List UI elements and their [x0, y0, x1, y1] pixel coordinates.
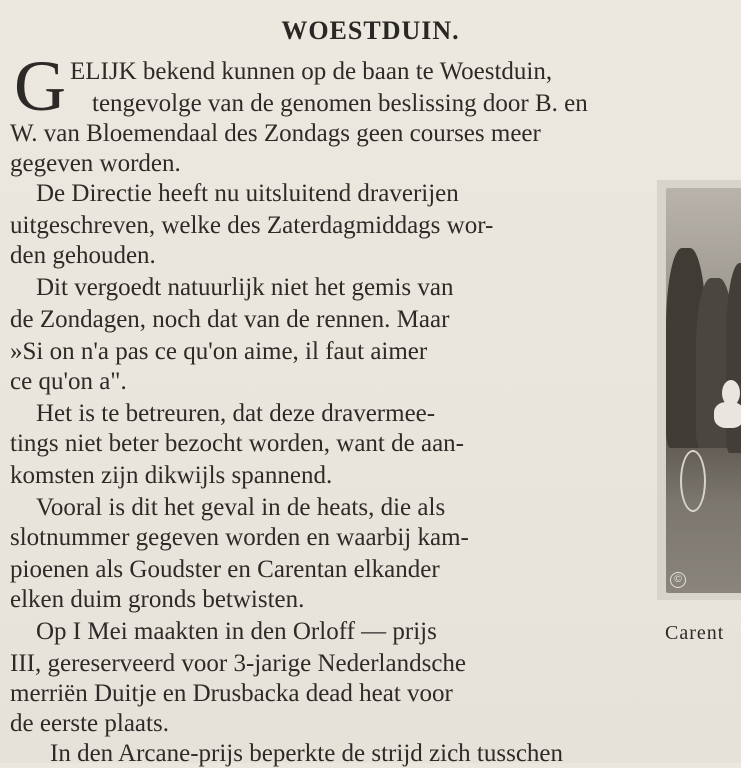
text-line: ce qu'on a". — [10, 368, 127, 395]
text-line: Dit vergoedt natuurlijk niet het gemis van — [36, 274, 454, 301]
text-line: komsten zijn dikwijls spannend. — [10, 462, 333, 489]
text-line: merriën Duitje en Drusbacka dead heat voor — [10, 680, 453, 707]
text-line: slotnummer gegeven worden en waarbij kam- — [10, 524, 469, 551]
photo-credit-icon: © — [670, 572, 686, 588]
text-line: »Si on n'a pas ce qu'on aime, il faut aimer — [10, 338, 428, 365]
text-line: In den Arcane-prijs beperkte de strijd zich tusschen — [50, 740, 564, 767]
text-line: ELIJK bekend kunnen op de baan te Woestduin, — [70, 58, 553, 85]
text-line: Het is te betreuren, dat deze dravermee- — [36, 400, 436, 427]
trotting-race-photo — [666, 188, 741, 593]
text-line: Vooral is dit het geval in de heats, die als — [36, 494, 446, 521]
drop-cap: G — [14, 46, 66, 126]
text-line: W. van Bloemendaal des Zondags geen courses meer — [10, 120, 541, 147]
text-line: pioenen als Goudster en Carentan elkander — [10, 556, 440, 583]
text-line: gegeven worden. — [10, 150, 181, 177]
text-line: de eerste plaats. — [10, 710, 169, 737]
text-line: Op I Mei maakten in den Orloff — prijs — [36, 618, 437, 645]
text-line: De Directie heeft nu uitsluitend draverijen — [36, 180, 459, 207]
text-line: tengevolge van de genomen beslissing door B. en — [92, 90, 588, 117]
photo-caption: Carent — [665, 622, 725, 644]
text-line: de Zondagen, noch dat van de rennen. Maar — [10, 306, 450, 333]
text-line: III, gereserveerd voor 3-jarige Nederlandsche — [10, 650, 467, 677]
text-line: elken duim gronds betwisten. — [10, 586, 305, 613]
text-line: tings niet beter bezocht worden, want de aan- — [10, 430, 464, 457]
text-line: den gehouden. — [10, 242, 156, 269]
article-title: WOESTDUIN. — [281, 16, 460, 45]
text-line: uitgeschreven, welke des Zaterdagmiddags wor- — [10, 212, 494, 239]
